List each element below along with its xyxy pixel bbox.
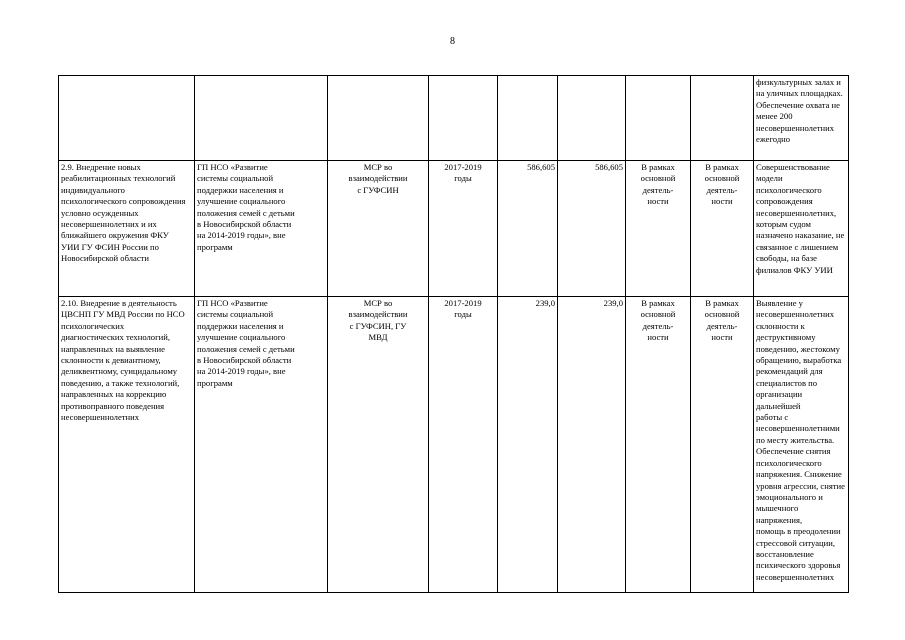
executors-cell [328,76,429,161]
funding-other-cell: В рамках основной деятель- ности [691,297,754,593]
program-measures-table [58,75,849,593]
period-cell: 2017-2019 годы [429,161,498,297]
program-cell [195,76,328,161]
measure-name-cell: 2.10. Внедрение в деятельность ЦВСНП ГУ МВД России по НСО психологических диагностических технологий, направленных на выявление склонности к девиантному, деликвентному, суицидальному поведению, а также технологий, направленных на коррекцию противоправного поведения несовершеннолетних [59,297,195,593]
funding-other-cell: В рамках основной деятель- ности [691,161,754,297]
expected-result-cell: Выявление у несовершеннолетних склонности к деструктивному поведению, жестокому обращению, выработка рекомендаций для специалистов по организации дальнейшей работы с несовершеннолетними по месту жительства. Обеспечение снятия психологического напряжения. Снижение уровня агрессии, снятие эмоционального и мышечного напряжения, помощь в преодолении стрессовой ситуации, восстановление психического здоровья несовершеннолетних [754,297,849,593]
period-cell [429,76,498,161]
amount-regional-cell: 239,0 [558,297,626,593]
table-row [59,76,849,161]
executors-cell: МСР во взаимодействии с ГУФСИН, ГУ МВД [328,297,429,593]
table-row [59,297,849,593]
measure-name-cell: 2.9. Внедрение новых реабилитационных технологий индивидуального психологического сопровождения условно осужденных несовершеннолетних и их ближайшего окружения ФКУ УИИ ГУ ФСИН России по Новосибирской области [59,161,195,297]
program-cell: ГП НСО «Развитие системы социальной поддержки населения и улучшение социального положения семей с детьми в Новосибирской области на 2014-2019 годы», вне программ [195,161,328,297]
program-cell: ГП НСО «Развитие системы социальной поддержки населения и улучшение социального положения семей с детьми в Новосибирской области на 2014-2019 годы», вне программ [195,297,328,593]
funding-federal-cell: В рамках основной деятель- ности [626,161,691,297]
amount-total-cell: 586,605 [498,161,558,297]
amount-total-cell [498,76,558,161]
funding-federal-cell [626,76,691,161]
amount-regional-cell: 586,605 [558,161,626,297]
expected-result-cell: Совершенствование модели психологического сопровождения несовершеннолетних, которым судом назначено наказание, не связанное с лишением свободы, на базе филиалов ФКУ УИИ [754,161,849,297]
funding-other-cell [691,76,754,161]
measure-name-cell [59,76,195,161]
page-number: 8 [450,36,455,47]
period-cell: 2017-2019 годы [429,297,498,593]
funding-federal-cell: В рамках основной деятель- ности [626,297,691,593]
table-row [59,161,849,297]
expected-result-cell: физкультурных залах и на уличных площадках. Обеспечение охвата не менее 200 несовершеннолетних ежегодно [754,76,849,161]
amount-total-cell: 239,0 [498,297,558,593]
executors-cell: МСР во взаимодействии с ГУФСИН [328,161,429,297]
amount-regional-cell [558,76,626,161]
